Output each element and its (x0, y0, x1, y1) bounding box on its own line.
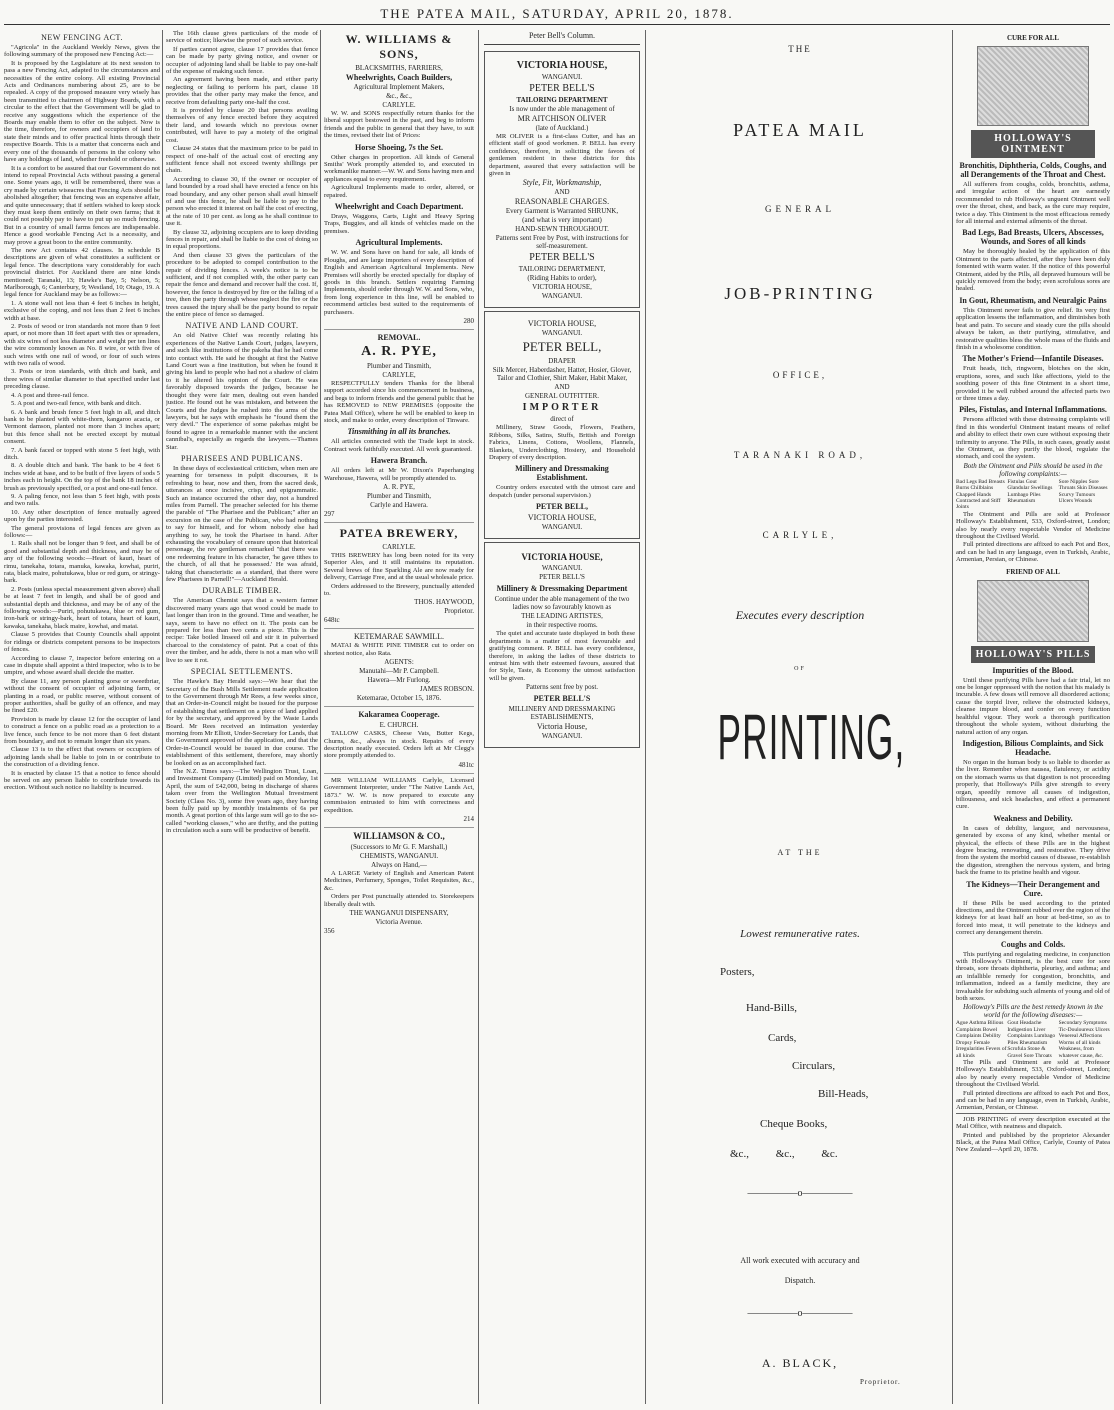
paragraph: "Agricola" in the Auckland Weekly News, gives the following summary of the proposed new Fencing Act:— (4, 44, 160, 59)
paragraph: It is proposed by the Legislature at its next session to pass a new Fencing Act, adapted to the circumstances and necessities of the entire colony. All existing Provincial Acts and Ordinances numbering about 25, are to be repealed. A copy of the proposed measure very wisely has been transmitted to chairmen of Highway Boards, with a circular to the effect that the Government will be glad to receive any suggestions which the experience of the Boards may enable them to offer on the subject. Now is the time, therefore, for owners and occupiers of land to state their minds and to offer practical hints through their respective Boards. This is a matter that concerns each and every one of the thousands of persons in the colony who have any holdings of land, whether freehold or otherwise. (4, 59, 160, 164)
complaint-table (956, 479, 1110, 511)
ad-line: BLACKSMITHS, FARRIERS, (355, 64, 443, 72)
ad-tailoring (484, 51, 640, 308)
ad-text: All orders left at Mr W. Dixon's Paperhanging Warehouse, Hawera, will be promptly attended to. (324, 467, 474, 482)
ad-millinery (484, 542, 640, 748)
paragraph: 7. A bank faced or topped with stone 5 feet high, with ditch. (4, 446, 160, 461)
column-fencing-act (4, 30, 160, 1404)
ad-line: Ketemarae, October 15, 1876. (356, 694, 442, 703)
ad-line: Victoria Avenue. (375, 917, 423, 926)
job-accuracy: All work executed with accuracy and (740, 1256, 860, 1265)
ad-text: No organ in the human body is so liable to disorder as the liver. Remember when nausea, flatulency, or acidity on the stomach warns us that digestion is not proceeding properly, that Holloway's Pills give strength to every organ, speedily remove all causes of indigestion, biliousness, and sick headaches, and effect a permanent cure. (956, 758, 1110, 811)
imprint: Printed and published by the proprietor Alexander Black, at the Patea Mail Office, Carlyle, County of Patea New Zealand—April 20, 1878. (956, 1131, 1110, 1154)
job-posters: Posters, (720, 966, 755, 978)
paragraph: It is a comfort to be assured that our Government do not intend to repeal Provincial Acts without passing a general one. Some years ago, it will be remembered, there was a cry made by certain wiseacres that Fencing Acts should be abolished altogether; that fencing was an expensive affair, and quite unnecessary; that if settlers wished to keep stock they must keep them entirely on their own farms; that it could not possibly pay to have to put up so much fencing. But in a country of small farms fences are indispensable. Hence a good workable Fencing Act is a necessity, and may prove a great boon to the entire community. (4, 164, 160, 246)
ad-number: 481tc (458, 760, 474, 769)
paragraph: If parties cannot agree, clause 17 provides that fence can be made by party giving notice, and owner or occupier of adjoining land shall be liable to pay one-half of the expense of making such fence. (166, 45, 318, 76)
job-cheque-books: Cheque Books, (760, 1118, 828, 1130)
job-executes: Executes every description (735, 608, 865, 622)
job-carlyle: CARLYLE, (762, 530, 838, 540)
ad-text: TALLOW CASKS, Cheese Vats, Butter Kegs, Churns, &c., always in stock. Repairs of every description neatly executed. Orders left at Mr Clegg's store promptly attended to. (324, 730, 474, 760)
column-news (166, 30, 318, 1404)
ad-subhead: Tinsmithing in all its branches. (347, 427, 451, 437)
job-printing-big: PRINTING, (717, 701, 906, 773)
job-of: OF (794, 666, 806, 672)
ad-line: Manutahi—Mr P. Campbell. (359, 667, 439, 676)
ad-line: GENERAL OUTFITTER. (524, 392, 599, 401)
ad-text: MATAI & WHITE PINE TIMBER cut to order on shortest notice, also Rata. (324, 642, 474, 657)
column-heading: Peter Bell's Column. (484, 31, 640, 45)
ad-text: This Ointment never fails to give relief. Its very first application lessens the inflammation, and diminishes both heat and pain. To secure and steady cure the pills should always be taken, as their purifying, stimulative, and restorative qualities bless the whole mass of the fluids and finish in a wholesome condition. (956, 306, 1110, 351)
paragraph: Clause 24 states that the maximum price to be paid in respect of one-half of the actual cost of erecting any sufficient fence shall not exceed twenty shillings per chain. (166, 145, 318, 175)
ad-text: JOB PRINTING of every description executed at the Mail Office, with neatness and dispatch. (956, 1113, 1110, 1131)
job-proprietor-name: A. BLACK, (761, 1356, 839, 1370)
ad-text: MR WILLIAM WILLIAMS Carlyle, Licensed Government Interpreter, under "The Native Lands Act, 1873." W. W. is now prepared to execute any commission entrusted to him with correctness and expedition. (324, 776, 474, 814)
ad-line: THE WANGANUI DISPENSARY, (349, 908, 449, 917)
job-lowest-rates: Lowest remunerative rates. (740, 928, 860, 940)
ad-line: TAILORING DEPARTMENT (516, 96, 608, 104)
ad-cooperage (324, 710, 474, 774)
ad-line: Hawera—Mr Furlong. (367, 676, 431, 685)
job-handbills: Hand-Bills, (746, 1002, 798, 1014)
column-rule (320, 30, 321, 1404)
ad-subhead: Hawera Branch. (370, 456, 428, 466)
ad-number: 648tc (324, 616, 340, 625)
article-body (4, 44, 160, 792)
ad-line: WANGANUI. (541, 523, 583, 532)
column-rule (162, 30, 163, 1404)
ad-line: WANGANUI. (541, 564, 583, 573)
ad-brewery (324, 526, 474, 629)
masthead: THE PATEA MAIL, SATURDAY, APRIL 20, 1878. (380, 6, 734, 21)
table-cell: Fistulas Gout Glandular Swellings Lumbago Piles Rheumatism (1007, 478, 1053, 504)
article-body (166, 332, 318, 451)
job-etc: &c., &c., &c. (730, 1148, 838, 1160)
ad-line: E. CHURCH. (379, 721, 419, 730)
paragraph: 2. Posts of wood or iron standards not more than 9 feet apart, or not more than 18 feet apart with ties or spreaders, with six wires of not less diameter and weight per ten lines the wire commonly known as No. 8 wire, or with five of such wires with one rail of wood, or four of such wires with two rails of wood. (4, 323, 160, 368)
ad-line: MILLINERY AND DRESSMAKING ESTABLISHMENTS, (508, 705, 616, 722)
ad-pye (324, 333, 474, 523)
ad-line: WANGANUI. (541, 73, 583, 81)
ad-line: &c., &c., (386, 92, 412, 100)
ad-line: Style, Fit, Workmanship, (522, 178, 602, 188)
ad-title: HOLLOWAY'S OINTMENT (971, 130, 1095, 158)
paragraph: 8. A double ditch and bank. The bank to be 4 feet 6 inches wide at base, and to be built of five layers of sods 5 inches each in height. On the top of the bank 18 inches of brush as previously specified, or a post and one-rail fence. (4, 462, 160, 492)
table-cell: Secondary Symptoms Tic-Douloureux Ulcers Venereal Affections Worms of all kinds Weakness, from whatever cause, &c. (1058, 1020, 1110, 1059)
ad-subhead: The Mother's Friend—Infantile Diseases. (962, 354, 1104, 364)
ad-text: The Ointment and Pills are sold at Professor Holloway's Establishment, 533, Oxford-street, London; also by nearly every respectable Vendor of Medicine throughout the Civilised World. (956, 510, 1110, 541)
ad-line: DRAPER (548, 357, 576, 366)
paragraph: 1. Rails shall not be longer than 9 feet, and shall be of good and substantial depth and thickness, and may be of any of the following woods:—Heart of kauri, heart of rimu, tanekaha, totara, manuka, kawaka, kowhai, puriri, rata, black maire, pohutukawa, blue or red gum, or stringy-bark. (4, 540, 160, 585)
article-title: DURABLE TIMBER. (202, 586, 282, 596)
ad-line: Holloway's Pills are the best remedy known in the world for the following diseases:— (963, 1003, 1103, 1020)
ad-line: Every Garment is Warranted SHRUNK, (505, 207, 619, 216)
ad-text: Millinery, Straw Goods, Flowers, Feathers, Ribbons, Silks, Satins, Stuffs, British and Foreign Fabrics, Linens, Cottons, Woollens, Flannels, Blankets, Underclothing, Hosiery, and Household Drapery of every description. (489, 424, 635, 462)
ad-title: HOLLOWAY'S PILLS (971, 646, 1095, 663)
job-circulars: Circulars, (792, 1060, 836, 1072)
ad-line: A. R. PYE, (383, 483, 415, 491)
paragraph: An old Native Chief was recently relating his experiences of the Native Lands Court, judges, lawyers, and such like institutions of the pakeha that he had come into contact with. He said he thought at first the Native Land Court was a fine institution, but when he found it giving his land to people who had not a shadow of claim to it he altered his opinion of the Court. He was favorably disposed towards the judges, because he thought they were fair men, dealing out even handed justice. He found out he was mistaken, and between the Courts and the Judges he rushed into the arms of the lawyers, but he says with emphasis he "found them the very devil." The experience of some pakehas might be found to agree in a remarkable manner with the ancient cannibal's, especially as regards the lawyers.—Thames Star. (166, 332, 318, 451)
paragraph: Clause 5 provides that County Councils shall appoint for ridings or districts competent persons to be inspectors of fences. (4, 631, 160, 654)
paragraph: By clause 11, any person planting gorse or sweetbriar, without the consent of occupier of adjoining farm, or planting in a road, or public reserve, without consent of proper authorities, shall be guilty of an offence, and may be fined £20. (4, 677, 160, 715)
ad-line: Plumber and Tinsmith, (367, 361, 431, 370)
ad-text: Until these purifying Pills have had a fair trial, let no one be longer oppressed with the notion that his malady is incurable. A few doses will remove all disordered actions; cause the torpid liver, relieve the obstructed kidneys, cleanse impure blood, and confer on every function healthful vigour. They work a thorough purification throughout the whole system, without disturbing the natural action of any organ. (956, 676, 1110, 736)
column-rule (952, 30, 953, 1404)
paragraph: Clause 13 is to the effect that owners or occupiers of adjoining lands shall be liable to join in or contribute to the construction of a dividing fence. (4, 746, 160, 769)
paragraph: 2. Posts (unless special measurement given above) shall be at least 7 feet in length, and shall be of good and substantial depth and thickness, and may be of any of the following woods:—Puriri, pohutukawa, blue or red gum, iron-bark or stringy-bark, heart of totara, heart of kauri, kawaka, tanekaha, black maire, kowhai, and matai. (4, 585, 160, 630)
ad-line: WANGANUI. (541, 732, 583, 741)
paragraph: The 16th clause gives particulars of the mode of service of notice; likewise the proof of such service. (166, 30, 318, 45)
ad-line: AGENTS: (384, 658, 414, 667)
ad-text: In cases of debility, languor, and nervousness, generated by excess of any kind, whether mental or physical, the effects of these Pills are in the highest degree bracing, renovating, and restorative. They drive from the system the morbid causes of disease, re-establish the digestion, strengthen the nervous system, and bring back the frame to its pristine health and vigour. (956, 824, 1110, 877)
ad-text: Full printed directions are affixed to each Pot and Box, and can be had in any language, even in Turkish, Arabic, Armenian, Persian, or Chinese. (956, 541, 1110, 564)
paragraph: 1. A stone wall not less than 4 feet 6 inches in height, exclusive of the coping, and not less than 2 feet 6 inches width at base. (4, 299, 160, 322)
ad-text: Drays, Waggons, Carts, Light and Heavy Spring Traps, Buggies, and all kinds of vehicles made on the premises. (324, 213, 474, 235)
ad-text: Persons afflicted with these distressing complaints will find in this wonderful Ointment instant means of relief and ability to effect their own cure without exposing their infirmity to anyone. The Pills, in such cases, greatly assist the Ointment, as they purify the blood, regulate the stomach, and cool the system. (956, 416, 1110, 461)
ad-line: AND (554, 383, 570, 392)
ad-text: Orders per Post punctually attended to. Storekeepers liberally dealt with. (324, 893, 474, 908)
paragraph: The new Act contains 42 clauses. In schedule B descriptions are given of what constitutes a sufficient or legal fence. The descriptions vary considerably for each provincial district. For Auckland there are nine kinds mentioned; Taranaki, 13; Hawke's Bay, 5; Nelson, 5; Marlborough, 6; Canterbury, 9; Westland, 10; Otago, 19. A legal fence for Auckland may be as follows:— (4, 246, 160, 299)
ad-line: VICTORIA HOUSE, (527, 513, 597, 523)
ad-subhead: Agricultural Implements. (355, 238, 443, 248)
table-cell: Sore Nipples Sore Throats Skin Diseases Scurvy Tumours Ulcers Wounds (1058, 478, 1108, 504)
article-body (166, 678, 318, 835)
article-body (166, 465, 318, 584)
article-title: NEW FENCING ACT. (41, 33, 123, 42)
paragraph: By clause 32, adjoining occupiers are to keep dividing fences in repair, and shall be liable to the cost of doing so in equal proportions. (166, 228, 318, 251)
ad-line: MR AITCHISON OLIVER (517, 114, 607, 123)
paragraph: It is provided by clause 20 that persons availing themselves of any fence erected before they acquired their land, and towards which no previous owner contributed, will have to pay a moiety of the original cost. (166, 107, 318, 144)
ad-subhead: Kakaramea Cooperage. (358, 710, 440, 720)
ad-line: CARLYLE. (382, 101, 416, 109)
ad-line: CARLYLE, (382, 370, 416, 379)
paragraph: The N.Z. Times says:—The Wellington Trust, Loan, and Investment Company (Limited) paid on Monday, 1st April, the sum of £42,000, being in discharge of shares taken over from the Wellington Mutual Investment Society (Class No. 3), some five years ago, they having been fully paid up by monthly instalments of 6s per month. A great portion of this large sum will go to the so-called "working classes," who are thrifty, and the putting in circulation such a sum will be productive of benefit. (166, 767, 318, 835)
ad-title: PETER BELL'S (529, 83, 595, 94)
ad-line: CARLYLE. (382, 543, 416, 551)
article-body (166, 30, 318, 318)
ad-text: W. W. and SONS respectfully return thanks for the liberal support bestowed in the past, and beg to inform friends and the public in general that they have, to suit the times, revised their list of Prices: (324, 110, 474, 140)
ad-line: JAMES ROBSON. (419, 685, 474, 694)
ad-line: Plumber and Tinsmith, (367, 492, 431, 500)
ad-line: Victoria House, (536, 722, 588, 732)
ad-line: THE LEADING ARTISTES, (521, 612, 603, 621)
job-printing-title: JOB-PRINTING (724, 284, 876, 303)
ad-line: (Riding Habits to order), (527, 274, 597, 283)
ad-subhead: Horse Shoeing, 7s the Set. (355, 142, 443, 152)
ad-text: MR OLIVER is a first-class Cutter, and has an efficient staff of good workmen. P. BELL has every confidence, therefore, in soliciting the favors of gentlemen resident in these districts for this department, assured that every satisfaction will be given in (489, 133, 635, 178)
ad-title: VICTORIA HOUSE, (527, 319, 597, 329)
ad-sawmill (324, 632, 474, 707)
ad-text: The quiet and accurate taste displayed in both these departments is a matter of most favourable and gratifying comment. P. BELL has every confidence, therefore, in asking the ladies of these districts to entrust him with their esteemed favours, assured that for Style, Taste, & Economy the utmost satisfaction will be given. (489, 630, 635, 682)
ad-line: Continue under the able management of the two ladies now so favourably known as (494, 595, 630, 612)
ad-subhead: REMOVAL. (377, 332, 421, 342)
paragraph: It is enacted by clause 15 that a notice to fence should be served on any person liable to contribute towards its erection. Without such notice no liability is incurred. (4, 769, 160, 792)
ad-number: 280 (463, 316, 474, 325)
table-cell: Ague Asthma Bilious Complaints Bowel Complaints Debility Dropsy Female Irregularities Fevers of all kinds (956, 1020, 1007, 1059)
ad-title: PATEA BREWERY, (339, 526, 459, 540)
ad-title: A. R. PYE, (361, 343, 437, 359)
ad-text: Orders addressed to the Brewery, punctually attended to. (324, 582, 474, 598)
hygeia-illustration (977, 580, 1089, 642)
ad-number: 214 (463, 814, 474, 823)
ad-line: Carlyle and Hawera. (370, 501, 428, 509)
ad-text: Full printed directions are affixed to each Pot and Box, and can be had in any language, even in Turkish, Arabic, Armenian, Persian, or Chinese. (956, 1089, 1110, 1112)
article-title: NATIVE AND LAND COURT. (185, 321, 299, 331)
ad-subhead: Bronchitis, Diphtheria, Colds, Coughs, and all Derangements of the Throat and Chest. (959, 161, 1107, 179)
table-cell: Gout Headache Indigestion Liver Complaints Lumbago Piles Rheumatism Scrofula Stone & Gravel Sore Throats (1007, 1020, 1056, 1059)
ad-text: Other charges in proportion. All kinds of General Smiths' Work promptly attended to, and executed in workmanlike manner.—W. W. and Sons having men and appliances equal to every requirement. (324, 153, 474, 183)
ad-line: Silk Mercer, Haberdasher, Hatter, Hosier, Glover, Tailor and Clothier, Shirt Maker, Habit Maker, (492, 366, 632, 383)
ad-line: Patterns sent free by post. (525, 683, 599, 692)
column-rule (478, 30, 479, 1404)
job-proprietor: Proprietor. (860, 1378, 901, 1386)
ad-line: Is now under the able management of (509, 105, 615, 113)
job-office: OFFICE, (772, 370, 828, 380)
ad-line: REASONABLE CHARGES. (514, 197, 610, 207)
paragraph: 5. A post and two-rail fence, with bank and ditch. (11, 400, 142, 408)
ad-subhead: Bad Legs, Bad Breasts, Ulcers, Abscesses, Wounds, and Sores of all kinds (962, 228, 1104, 247)
paragraph: The American Chemist says that a western farmer discovered many years ago that wood could be made to last longer than iron in the ground. Time and weather, he says, seem to have no effect on it. The posts can be prepared for less than two cents a piece. This is the recipe: Take boiled linseed oil and stir it in pulverised charcoal to the consistency of paint. Put a coat of this over the timber, and he adds, there is not a man who will live to see it rot. (166, 597, 318, 664)
ad-title: VICTORIA HOUSE, (516, 60, 608, 71)
paragraph: The Hawke's Bay Herald says:—We hear that the Secretary of the Bush Mills Settlement made application to the Government through Mr Rees, a few weeks since, that an Order-in-Council might be issued for the purpose of establishing that settlement on a piece of land applied for by the secretary, and approved by the Waste Lands Board. Mr Rees received an intimation yesterday morning from Mr Elliott, Under-Secretary for Lands, that the Government approved of the application, and that the Order-in-Council would be issued in due course. The establishment of this settlement, therefore, may shortly be looked on as an accomplished fact. (166, 678, 318, 767)
ad-title: IMPORTER (522, 402, 602, 414)
ad-text: All sufferers from coughs, colds, bronchitis, asthma, and irregular action of the heart are earnestly recommended to rub Holloway's unguent Ointment well over the throat, chest, and back, as the cure may require, twice a day. This Ointment is the most efficacious remedy for all internal and external ailments of the throat. (956, 181, 1110, 226)
column-advertisements (324, 30, 474, 1404)
column-rule (645, 30, 646, 1404)
ad-subhead: PETER BELL'S (533, 694, 591, 704)
ad-line: WANGANUI. (541, 329, 583, 338)
ad-subhead: The Kidneys—Their Derangement and Cure. (966, 879, 1100, 898)
ad-line: direct of (550, 415, 574, 424)
table-cell: Bad Legs Bad Breasts Burns Chilblains Chapped Hands Contracted and Stiff Joints (956, 478, 1005, 511)
ad-text: Country orders executed with the utmost care and despatch (under personal supervision.) (489, 484, 635, 499)
paragraph: In these days of ecclesiastical criticism, when men are yearning for terseness in pulpit discourses, it is refreshing to hear, now and then, from the sacred desk, utterances at once incisive, crisp, and epigrammatic. Such an instance occurred the other day, not a hundred miles from Parnell. The preacher selected for his theme the parable of "The Pharisee and the Publican;" after an excursion on the case of the Publican, who had nothing to say for himself, and for whom nobody else had anything to say, he took the Pharisee in hand. After exhausting the vocabulary of censure upon that historical personage, the rev gentleman remarked "that there was one redeeming feature in his character, 'he gave tithes to the church, of all that he possessed.' He was afraid, taking that characteristic as a standard, that there were few Pharisees in Parnell!"—Auckland Herald. (166, 464, 318, 584)
job-the: THE (788, 44, 812, 54)
ad-subhead: PETER BELL, (535, 502, 588, 512)
header-rule (4, 24, 1110, 25)
ad-title: KETEMARAE SAWMILL. (353, 632, 444, 642)
ad-subhead: In Gout, Rheumatism, and Neuralgic Pains (959, 295, 1107, 305)
paragraph: 4. A post and three-rail fence. (11, 391, 89, 399)
ad-text: Fruit heads, itch, ringworm, blotches on the skin, eruptions, sores, and such like affections, yield to the soothing power of this fine Ointment in a short time, provided it be well rubbed around the affected parts two or three times a day. (956, 365, 1110, 402)
job-at-the: AT THE (777, 848, 823, 857)
ad-text: May be thoroughly healed by the application of this Ointment to the parts affected, after they have been duly fomented with warm water. If the notice of this powerful Ointment, aided by the Pills, all depraved humours will be quickly removed from the body; even scrofulous sores are healed. (956, 248, 1110, 293)
paragraph: 3. Posts or iron standards, with ditch and bank, and three wires of similar diameter to that specified under last preceding clause. (4, 368, 160, 391)
job-general: GENERAL (765, 204, 835, 214)
paragraph: According to clause 7, inspector before entering on a case in dispute shall appoint a third inspector, who is to be umpire, and whose award shall decide the matter. (4, 654, 160, 677)
ad-title: PETER BELL'S (529, 252, 595, 264)
paragraph: 9. A paling fence, not less than 5 feet high, with posts and two rails. (4, 492, 160, 508)
ad-line: Both the Ointment and Pills should be used in the following complaints:— (963, 461, 1103, 478)
ad-draper (484, 311, 640, 539)
column-peter-bell (484, 30, 640, 1404)
paragraph: 10. Any other description of fence mutually agreed upon by the parties interested. (4, 508, 160, 524)
ad-line: TAILORING DEPARTMENT, (518, 265, 606, 274)
ad-text: All articles connected with the Trade kept in stock. Contract work faithfully executed. All work guaranteed. (324, 438, 474, 453)
ad-line: Always on Hand,— (371, 860, 427, 869)
ad-number: 297 (324, 510, 335, 518)
paragraph: 6. A bank and brush fence 5 feet high in all, and ditch bank to be planted with white-thorn, kangaroo acacia, or Vermont damson, planted not more than 3 inches apart; but this fence shall not be erected except by mutual consent. (4, 408, 160, 446)
ad-line: (and what is very important) (522, 216, 602, 225)
ad-line: in their respective rooms. (526, 621, 598, 630)
ad-subhead: Piles, Fistulas, and Internal Inflammations. (959, 405, 1107, 415)
ad-subhead: Coughs and Colds. (1000, 939, 1066, 949)
article-title: PHARISEES AND PUBLICANS. (180, 453, 304, 463)
paragraph: The general provisions of legal fences are given as follows:— (4, 524, 160, 539)
ad-text: Agricultural Implements made to order, altered, or repaired. (324, 184, 474, 199)
ad-text: The Pills and Ointment are sold at Professor Holloway's Establishment, 533, Oxford-street, London; also by nearly every respectable Vendor of Medicine throughout the Civilised World. (956, 1058, 1110, 1089)
ad-line: WANGANUI. (541, 292, 583, 301)
ad-title: PETER BELL, (522, 339, 602, 355)
ad-interpreter (324, 777, 474, 828)
paragraph: Provision is made by clause 12 for the occupier of land to construct a fence on a public road as a protection to a live fence, such fence to be not more than 6 feet distant from boundary, and not to remain longer than six years. (4, 715, 160, 745)
ad-line: Wheelwrights, Coach Builders, (345, 73, 453, 82)
paragraph: According to clause 30, if the owner or occupier of land bounded by a road shall have erected a fence on his road boundary, and any other person shall avail himself of and use this fence, he shall be liable to pay to the person who erected it interest on half the cost of erecting, at the rate of 10 per cent. as long as he shall continue to use it. (166, 175, 318, 228)
ad-williams (324, 32, 474, 330)
article-body (166, 597, 318, 664)
job-dispatch: Dispatch. (784, 1276, 816, 1285)
ad-line: CHEMISTS, WANGANUI. (359, 851, 439, 860)
job-patea-mail: PATEA MAIL (733, 120, 867, 140)
ad-subhead: Impurities of the Blood. (992, 665, 1074, 675)
ad-banner: CURE FOR ALL (1006, 34, 1060, 42)
paragraph: An agreement having been made, and either party neglecting or failing to perform his part, clause 18 provides that the other party may make the fence, and receive from defaulting party one-half the cost. (166, 76, 318, 106)
ad-williamson (324, 831, 474, 935)
ad-text: This purifying and regulating medicine, in conjunction with Holloway's Ointment, is the best cure for sore throats, sore throats diphtheria, pleurisy, and asthma; and an infallible remedy for congestion, bronchitis, and inflammation, indeed as a family medicine, they are invaluable for subduing such ailments of young and old of both sexes. (956, 950, 1110, 1003)
ad-line: Agricultural Implement Makers, (353, 83, 445, 91)
paragraph: And then clause 33 gives the particulars of the procedure to be adopted to compel contribution to the repair of dividing fences. A week's notice is to be sufficient, and if not complied with, the other party can repair the fence and demand and recover half the cost. If, however, the fence is destroyed by fire or the falling of a tree, then the party through whose neglect the fire or the trees caused the injury shall be the party bound to repair the entire piece of fence so damaged. (166, 251, 318, 319)
ad-title: W. WILLIAMS & SONS, (345, 32, 453, 61)
ad-line: HAND-SEWN THROUGHOUT. (515, 225, 609, 234)
ad-number: 356 (324, 926, 335, 935)
ad-line: THOS. HAYWOOD, (414, 598, 474, 607)
job-road: TARANAKI ROAD, (733, 450, 867, 460)
ad-line: AND (554, 188, 570, 197)
job-divider: —————o————— (747, 1188, 853, 1199)
ad-subhead: Millinery and Dressmaking Establishment. (515, 464, 609, 483)
ad-title: WILLIAMSON & CO., (353, 830, 445, 841)
ad-subhead: Weakness and Debility. (993, 813, 1073, 823)
column-holloway (956, 30, 1110, 1404)
disease-table (956, 1020, 1110, 1058)
ad-text: W. W. and Sons have on hand for sale, all kinds of Ploughs, and are large importers of every description of English and American Agricultural Implements. New Premises will shortly be erected specially for display of goods in this branch. Settlers requiring Farming Implements, should order through W. W. and Sons, who, from long experience in this line, will be enabled to recommend articles best suited to the requirements of purchasers. (324, 249, 474, 316)
ad-text: THIS BREWERY has long been noted for its very Superior Ales, and it still maintains its reputation. Several brews of fine Sparkling Ale are now ready for delivery, Carriage Free, and at the usual wholesale price. (324, 552, 474, 582)
ad-banner: FRIEND OF ALL (1006, 567, 1060, 576)
ad-subhead: Wheelwright and Coach Department. (334, 202, 464, 212)
ad-text: RESPECTFULLY tenders Thanks for the liberal support accorded since his commencement in business, and begs to inform friends and the general public that he has REMOVED to NEW PREMISES (opposite the Patea Mail Office), where he will be enabled to keep in stock, and make to order, every description of Tinware. (324, 379, 474, 424)
ad-line: (Successors to Mr G. F. Marshall,) (350, 842, 448, 851)
job-divider: —————o————— (747, 1308, 853, 1319)
ad-subhead: Millinery & Dressmaking Department (496, 584, 628, 594)
ad-title: VICTORIA HOUSE, (521, 552, 603, 563)
ad-line: Proprietor. (444, 607, 474, 616)
ad-line: (late of Auckland.) (535, 124, 589, 132)
hygeia-illustration (977, 46, 1089, 126)
ad-line: Patterns sent Free by Post, with instructions for self-measurement. (495, 234, 629, 251)
ad-line: VICTORIA HOUSE, (532, 283, 592, 292)
ad-subhead: Indigestion, Bilious Complaints, and Sick Headache. (962, 738, 1104, 757)
job-billheads: Bill-Heads, (818, 1088, 869, 1100)
ad-line: PETER BELL'S (539, 573, 585, 582)
ad-text: A LARGE Variety of English and American Patent Medicines, Perfumery, Sponges, Toilet Requisites, &c., &c. (324, 869, 474, 892)
ad-text: If these Pills be used according to the printed directions, and the Ointment rubbed over the region of the kidneys for at least half an hour at bed-time, so as to forced into meat, it will penetrate to the kidneys and correct any derangement therein. (956, 899, 1110, 937)
job-cards: Cards, (768, 1032, 797, 1044)
article-title: SPECIAL SETTLEMENTS. (190, 667, 294, 677)
